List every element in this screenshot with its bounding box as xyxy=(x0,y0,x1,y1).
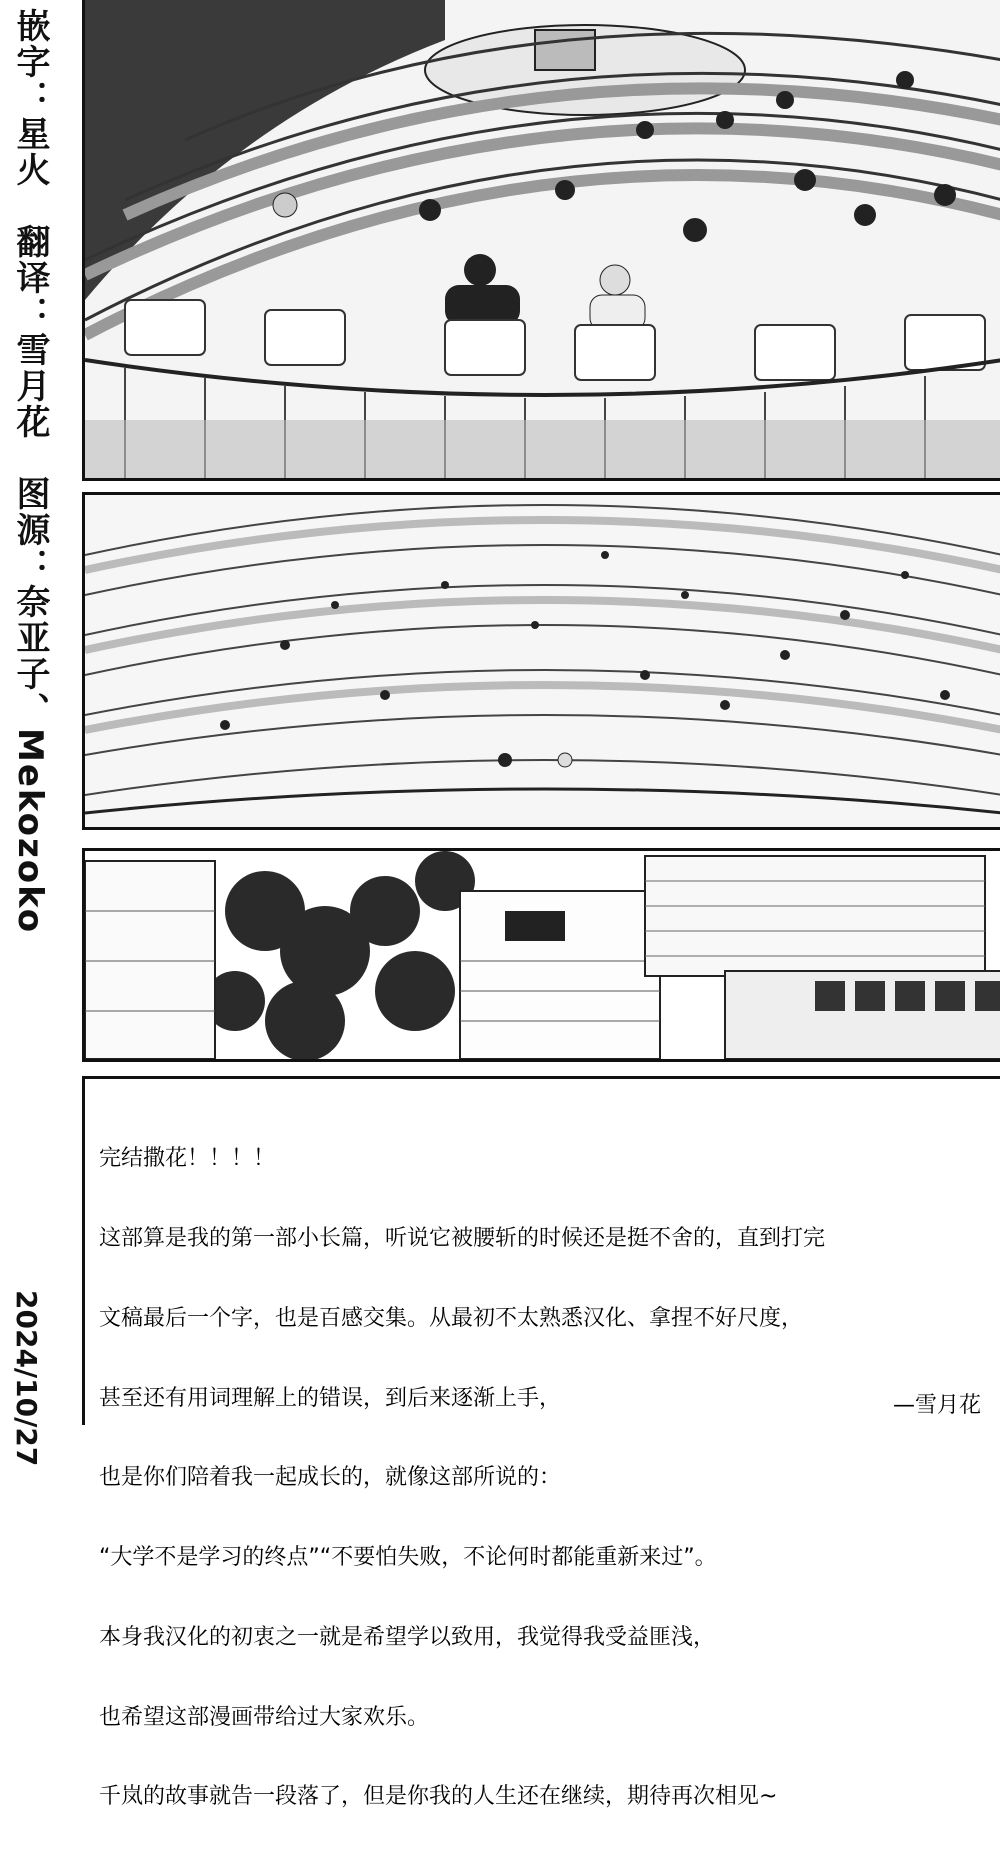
afterword-text xyxy=(99,1093,825,1864)
panel-lecture-hall-wide xyxy=(82,492,1000,830)
panel-lecture-hall-closeup xyxy=(82,0,1000,481)
afterword-line: 文稿最后一个字，也是百感交集。从最初不太熟悉汉化、拿捏不好尺度， xyxy=(99,1305,804,1331)
afterword-box xyxy=(82,1076,1000,1810)
panel-campus-buildings xyxy=(82,848,1000,1062)
lecture-hall-wide-illustration xyxy=(85,495,1000,827)
campus-buildings-illustration xyxy=(85,851,1000,1059)
credit-column xyxy=(0,0,80,1467)
lecture-hall-closeup-illustration xyxy=(85,0,1000,478)
date-text: 2024/10/27 xyxy=(10,1290,43,1467)
afterword-line: 也希望这部漫画带给过大家欢乐。 xyxy=(99,1704,430,1730)
afterword-line: 本身我汉化的初衷之一就是希望学以致用，我觉得我受益匪浅， xyxy=(99,1624,716,1650)
afterword-line: “大学不是学习的终点”“不要怕失败，不论何时都能重新来过”。 xyxy=(99,1545,717,1571)
afterword-line: 这部算是我的第一部小长篇，听说它被腰斩的时候还是挺不舍的，直到打完 xyxy=(99,1225,826,1251)
afterword-line: 也是你们陪着我一起成长的，就像这部所说的： xyxy=(99,1465,562,1491)
afterword-line: 千岚的故事就告一段落了，但是你我的人生还在继续，期待再次相见~ xyxy=(99,1784,778,1810)
afterword-line: 甚至还有用词理解上的错误，到后来逐渐上手， xyxy=(99,1385,562,1411)
credit-text: 嵌字：星火 翻译：雪月花 图源：奈亚子、Mekozoko xyxy=(10,8,50,935)
afterword-line: 完结撒花！！！！ xyxy=(99,1146,276,1172)
signature: —雪月花 xyxy=(892,1393,981,1418)
